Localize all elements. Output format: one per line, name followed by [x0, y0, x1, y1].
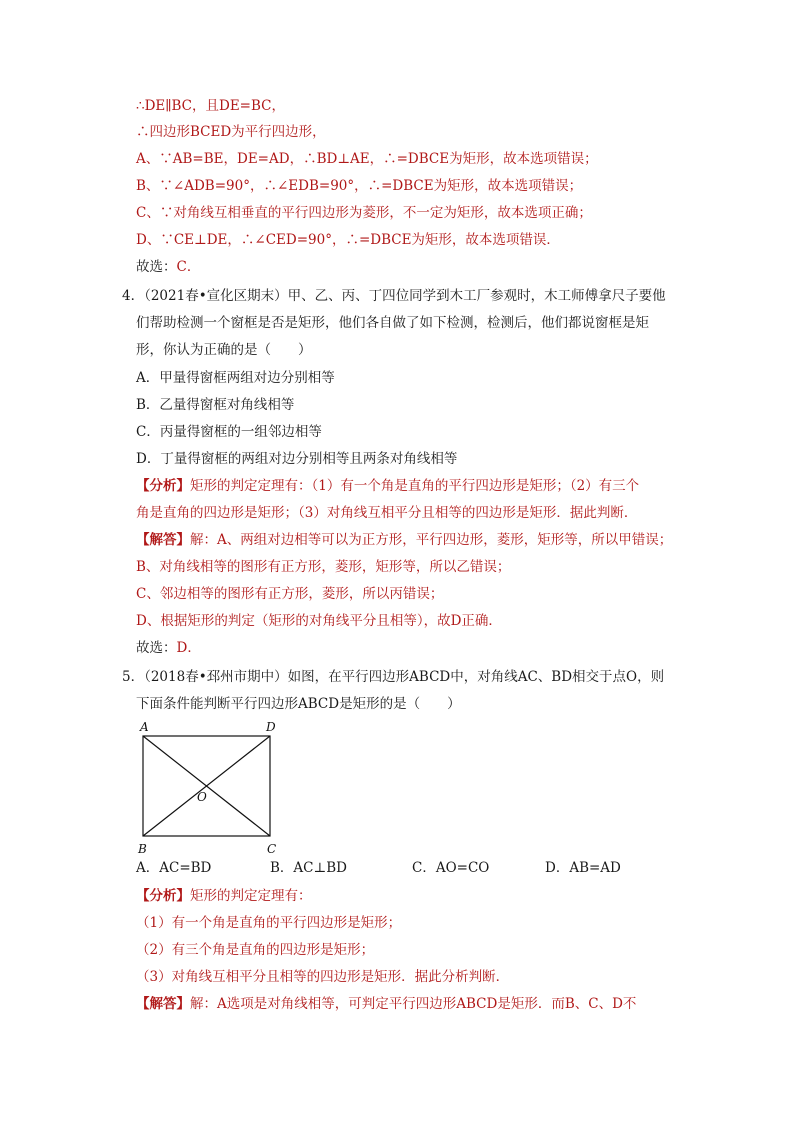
choose-answer: C．	[176, 259, 201, 275]
q4-choose-answer: D．	[176, 640, 201, 656]
solution-choose	[136, 257, 200, 277]
q5-analysis-line-2: （1）有一个角是直角的平行四边形是矩形；	[136, 915, 402, 931]
q4-stem-line-2: 们帮助检测一个窗框是否是矩形，他们各自做了如下检测，检测后，他们都说窗框是矩	[136, 315, 649, 331]
q5-stem-line-2: 下面条件能判断平行四边形ABCD是矩形的是（ ）	[136, 696, 461, 712]
vertex-label-a: A	[140, 720, 149, 734]
q4-answer-line-1	[136, 530, 672, 550]
choose-label: 故选：	[136, 259, 177, 275]
q4-stem-line-1: 4．（2021春•宣化区期末）甲、乙、丙、丁四位同学到木工厂参观时，木工师傅拿尺子要他	[122, 288, 666, 304]
q5-stem-line-1: 5．（2018春•邳州市期中）如图，在平行四边形ABCD中，对角线AC、BD相交于点O，则	[122, 669, 665, 685]
solution-line-6: D、∵CE⊥DE，∴∠CED=90°，∴=DBCE为矩形，故本选项错误．	[136, 232, 560, 248]
solution-line-4: B、∵∠ADB=90°，∴∠EDB=90°，∴=DBCE为矩形，故本选项错误；	[136, 178, 583, 194]
q4-answer-tag: 【解答】	[136, 532, 190, 548]
q4-analysis-line-2: 角是直角的四边形是矩形；（3）对角线互相平分且相等的四边形是矩形．据此判断．	[136, 505, 638, 521]
q5-option-d: D．AB=AD	[545, 860, 621, 876]
q5-analysis-tag: 【分析】	[136, 888, 190, 904]
q4-answer-line-3: C、邻边相等的图形有正方形，菱形，所以丙错误；	[136, 586, 444, 602]
vertex-label-b: B	[138, 842, 147, 856]
q5-option-b: B．AC⊥BD	[270, 860, 347, 876]
rectangle-diagram	[136, 718, 286, 858]
q4-choose	[136, 638, 201, 658]
q4-option-b: B．乙量得窗框对角线相等	[136, 397, 295, 413]
q5-option-a: A．AC=BD	[136, 860, 212, 876]
q5-analysis-line-4: （3）对角线互相平分且相等的四边形是矩形．据此分析判断．	[136, 969, 510, 985]
q5-analysis-line-1	[136, 886, 312, 906]
solution-line-5: C、∵对角线互相垂直的平行四边形为菱形，不一定为矩形，故本选项正确；	[136, 205, 592, 221]
vertex-label-d: D	[266, 720, 276, 734]
q4-option-d: D．丁量得窗框的两组对边分别相等且两条对角线相等	[136, 451, 458, 467]
q5-option-c: C．AO=CO	[412, 860, 490, 876]
q4-analysis-line-1	[136, 476, 639, 496]
q5-analysis-text-1: 矩形的判定定理有：	[190, 888, 312, 904]
q5-answer-tag: 【解答】	[136, 996, 190, 1012]
q4-option-c: C．丙量得窗框的一组邻边相等	[136, 424, 322, 440]
solution-line-1: ∴DE∥BC，且DE=BC，	[136, 98, 285, 114]
q5-answer-line-1	[136, 994, 636, 1014]
q5-analysis-line-3: （2）有三个角是直角的四边形是矩形；	[136, 942, 375, 958]
solution-line-3: A、∵AB=BE，DE=AD，∴BD⊥AE，∴=DBCE为矩形，故本选项错误；	[136, 151, 598, 167]
q5-answer-text-1: 解：A选项是对角线相等，可判定平行四边形ABCD是矩形．而B、C、D不	[190, 996, 637, 1012]
q4-answer-line-4: D、根据矩形的判定（矩形的对角线平分且相等），故D正确．	[136, 613, 502, 629]
vertex-label-c: C	[267, 842, 277, 856]
q4-analysis-text-1: 矩形的判定定理有：（1）有一个角是直角的平行四边形是矩形；（2）有三个	[190, 478, 640, 494]
q4-answer-text-1: 解：A、两组对边相等可以为正方形，平行四边形，菱形，矩形等，所以甲错误；	[190, 532, 673, 548]
q4-stem-line-3: 形，你认为正确的是（ ）	[136, 342, 312, 358]
q4-analysis-tag: 【分析】	[136, 478, 190, 494]
q4-option-a: A．甲量得窗框两组对边分别相等	[136, 370, 335, 386]
q4-answer-line-2: B、对角线相等的图形有正方形，菱形，矩形等，所以乙错误；	[136, 559, 511, 575]
center-label-o: O	[197, 790, 207, 804]
solution-line-2: ∴四边形BCED为平行四边形，	[136, 124, 326, 140]
q4-choose-label: 故选：	[136, 640, 177, 656]
